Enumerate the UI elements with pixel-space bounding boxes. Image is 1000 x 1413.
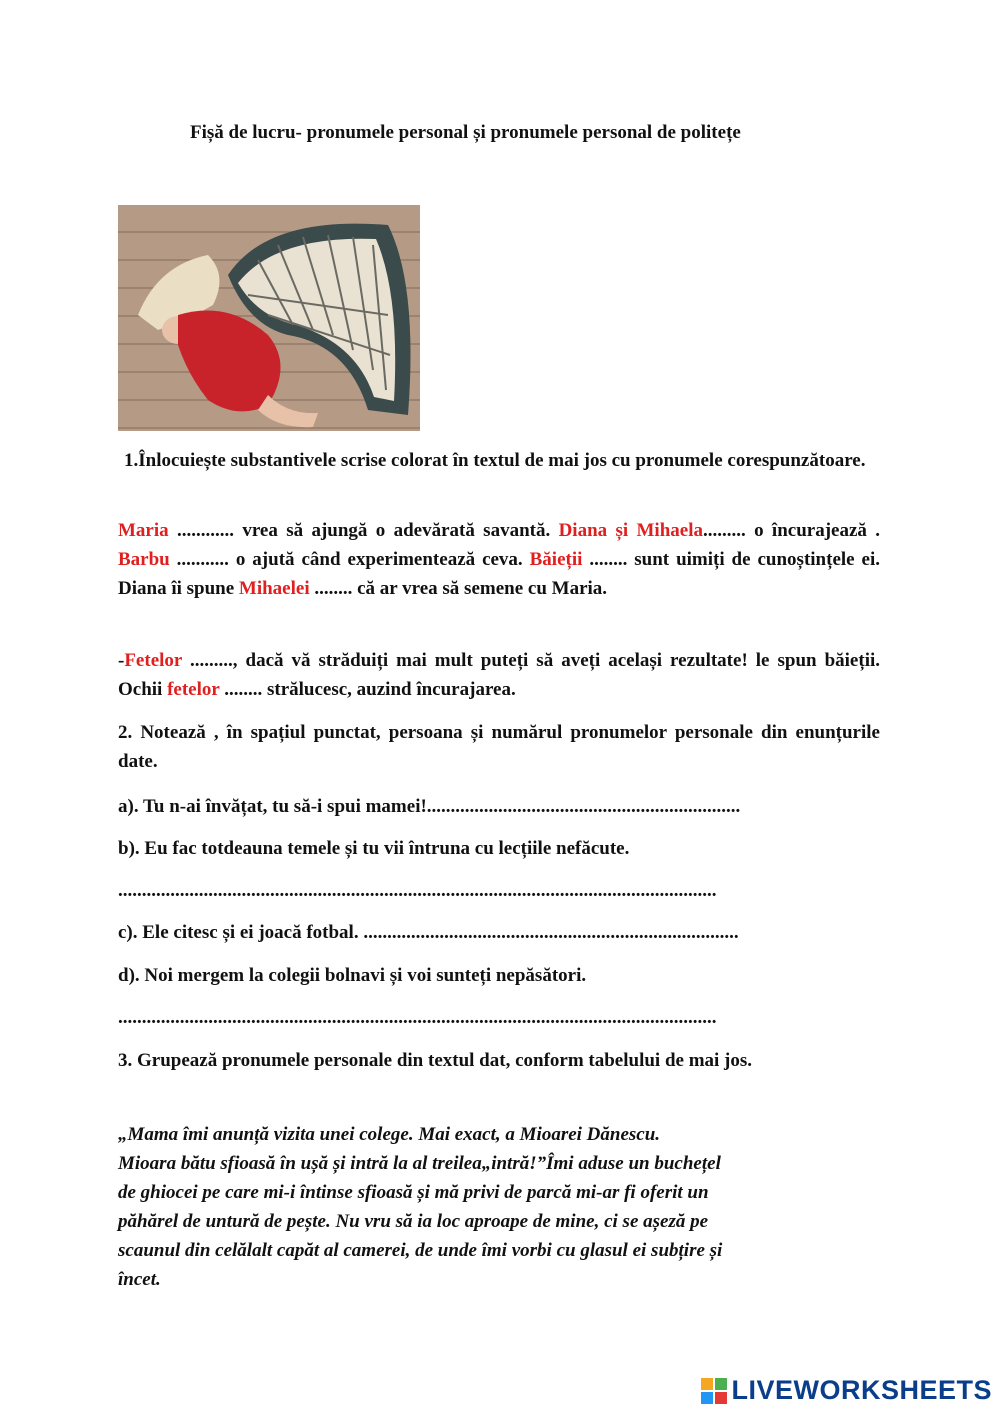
exercise-1-instruction [118, 446, 880, 475]
quote-line: păhărel de untură de pește. Nu vru să ia loc aproape de mine, ci se așeză pe [118, 1211, 709, 1232]
exercise-2-item-c[interactable]: c). Ele citesc și ei joacă fotbal. ............................................................................... [118, 922, 739, 943]
highlighted-noun: Diana și Mihaela [558, 520, 703, 541]
page-title: Fișă de lucru- pronumele personal și pronumele personal de politețe [190, 122, 741, 143]
highlighted-noun: Mihaelei [238, 578, 310, 599]
paragraph-text: ............ vrea să ajungă o adevărată savantă. [168, 520, 559, 541]
quote-line: încet. [118, 1269, 161, 1290]
quote-line: Mioara bătu sfioasă în ușă și intră la al treilea„intră!”Îmi aduse un buchețel [118, 1153, 721, 1174]
quote-line: scaunul din celălalt capăt al camerei, de unde îmi vorbi cu glasul ei subțire și [118, 1240, 723, 1261]
exercise-1-paragraph-2 [118, 646, 880, 704]
exercise-2-item-b: b). Eu fac totdeauna temele și tu vii întruna cu lecțiile nefăcute. [118, 838, 630, 859]
paragraph-text: ......... o încurajează . [703, 520, 880, 541]
exercise-2-item-a[interactable]: a). Tu n-ai învățat, tu să-i spui mamei!.................................................................. [118, 796, 741, 817]
liveworksheets-logo-text: LIVEWORKSHEETS [731, 1375, 992, 1405]
exercise-2-item-d: d). Noi mergem la colegii bolnavi și voi sunteți nepăsători. [118, 965, 587, 986]
illustration-photo [118, 205, 420, 431]
paragraph-text: ........ sunt uimiți de cunoștințele ei. Diana îi spune [118, 549, 880, 599]
liveworksheets-logo-icon [701, 1378, 727, 1404]
exercise-2-instruction: 2. Notează , în spațiul punctat, persoana și numărul pronumelor personale din enunțurile date. [118, 722, 880, 772]
paragraph-text: ........ strălucesc, auzind încurajarea. [219, 679, 516, 700]
exercise-1-paragraph-1 [118, 516, 880, 603]
exercise-3-instruction: 3. Grupează pronumele personale din textul dat, conform tabelului de mai jos. [118, 1050, 753, 1071]
quote-line: „Mama îmi anunță vizita unei colege. Mai exact, a Mioarei Dănescu. [118, 1124, 661, 1145]
exercise-2-item-b-answer-line[interactable]: .............................................................................................................................. [118, 880, 717, 901]
paragraph-text: ........... o ajută când experimentează ceva. [169, 549, 530, 570]
highlighted-noun: Băieții [529, 549, 583, 570]
highlighted-noun: Maria [118, 520, 169, 541]
paragraph-text: ........ că ar vrea să semene cu Maria. [309, 578, 608, 599]
quote-line: de ghiocei pe care mi-i întinse sfioasă și mă privi de parcă mi-ar fi oferit un [118, 1182, 709, 1203]
paragraph-text: - [118, 650, 125, 671]
highlighted-noun: Fetelor [124, 650, 182, 671]
exercise-3-quote [118, 1120, 880, 1294]
highlighted-noun: Barbu [118, 549, 170, 570]
paragraph-text: ........., dacă vă străduiți mai mult puteți să aveți același rezultate! le spun băieții. Ochii [118, 650, 880, 700]
exercise-1-instruction-text: 1.Înlocuiește substantivele scrise colorat în textul de mai jos cu pronumele corespunzătoare. [124, 450, 866, 471]
exercise-2-item-d-answer-line[interactable]: .............................................................................................................................. [118, 1007, 717, 1028]
highlighted-noun: fetelor [167, 679, 220, 700]
liveworksheets-logo [701, 1375, 992, 1406]
